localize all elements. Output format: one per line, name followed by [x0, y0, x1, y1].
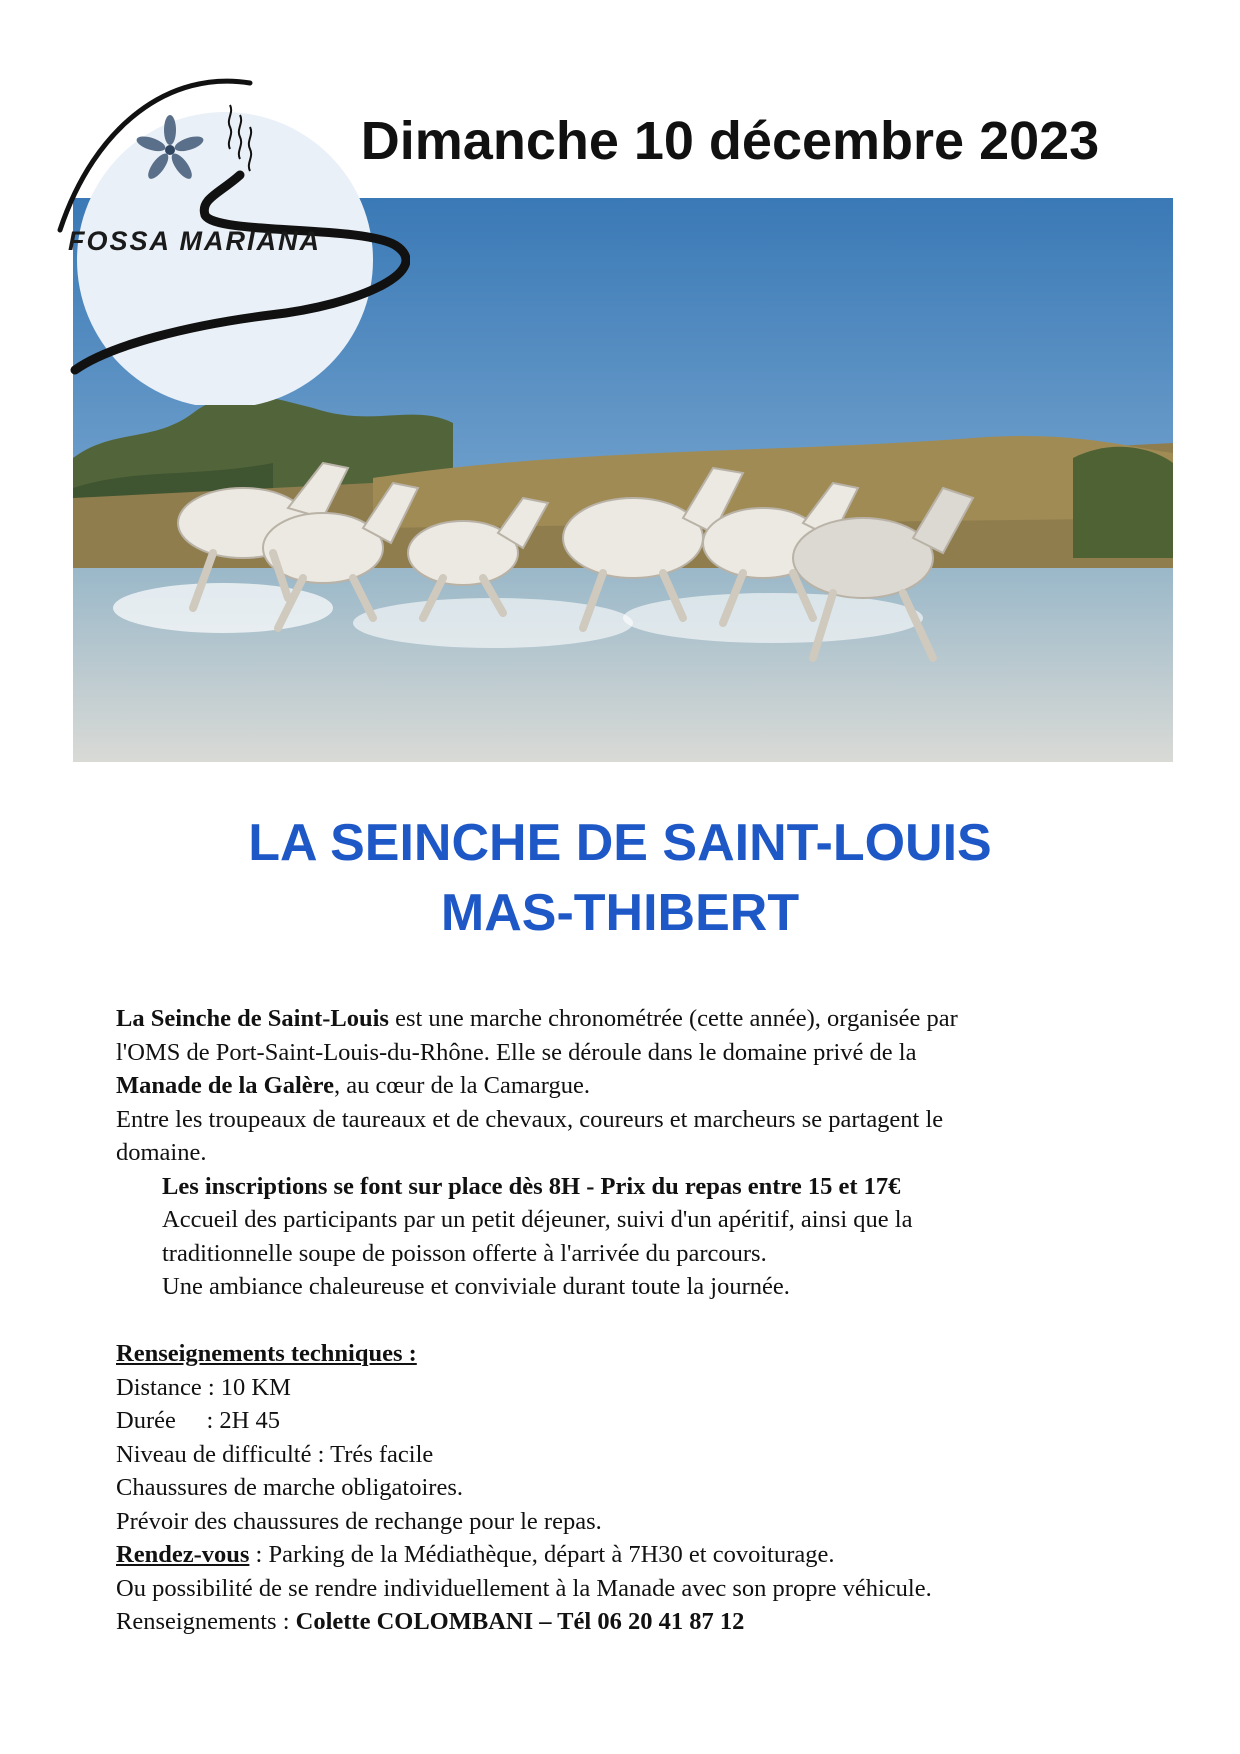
intro-line2: l'OMS de Port-Saint-Louis-du-Rhône. Elle se déroule dans le domaine privé de la [116, 1038, 917, 1066]
intro-line1 [116, 1002, 1126, 1036]
tech-heading [116, 1337, 1126, 1371]
tech-duree: Durée : 2H 45 [116, 1407, 280, 1434]
accueil-line2: traditionnelle soupe de poisson offerte à l'arrivée du parcours. [162, 1239, 767, 1267]
inscriptions-line [116, 1170, 1126, 1204]
date-title: Dimanche 10 décembre 2023 [360, 111, 1100, 171]
body-text [116, 1002, 1126, 1639]
tech-niveau: Niveau de difficulté : Trés facile [116, 1440, 434, 1468]
tech-possibilite: Ou possibilité de se rendre individuellement à la Manade avec son propre véhicule. [116, 1574, 932, 1602]
contact-value: Colette COLOMBANI – Tél 06 20 41 87 12 [295, 1608, 745, 1635]
intro-text1: est une marche chronométrée (cette année), organisée par [388, 1005, 958, 1032]
tech-distance: Distance : 10 KM [116, 1373, 291, 1401]
tech-contact [116, 1605, 1126, 1639]
logo-graphic [50, 75, 410, 405]
tech-chaussures: Chaussures de marche obligatoires. [116, 1474, 463, 1501]
tech-rechange: Prévoir des chaussures de rechange pour le repas. [116, 1507, 602, 1535]
intro-bold2: Manade de la Galère [116, 1072, 334, 1099]
intro-line5: domaine. [116, 1139, 207, 1166]
intro-text3: , au cœur de la Camargue. [333, 1072, 591, 1099]
ambiance-line: Une ambiance chaleureuse et conviviale durant toute la journée. [162, 1273, 790, 1300]
event-title-line1: LA SEINCHE DE SAINT-LOUIS [248, 814, 992, 872]
rdv-text: : Parking de la Médiathèque, départ à 7H30 et covoiturage. [249, 1541, 835, 1568]
intro-line3 [116, 1069, 1126, 1103]
spacer [116, 1304, 1126, 1338]
accueil-line1: Accueil des participants par un petit déjeuner, suivi d'un apéritif, ainsi que la [162, 1206, 913, 1233]
tech-rdv [116, 1538, 1126, 1572]
rdv-label: Rendez-vous [116, 1541, 250, 1568]
logo-text: FOSSA MARIANA [68, 226, 321, 256]
intro-bold1: La Seinche de Saint-Louis [116, 1005, 389, 1032]
event-title [60, 808, 1180, 948]
tech-heading-text: Renseignements techniques : [116, 1340, 417, 1367]
fossa-mariana-logo [50, 75, 410, 405]
contact-label: Renseignements : [116, 1608, 296, 1635]
intro-line4: Entre les troupeaux de taureaux et de chevaux, coureurs et marcheurs se partagent le [116, 1105, 944, 1133]
event-title-line2: MAS-THIBERT [440, 884, 800, 942]
inscriptions-bold: Les inscriptions se font sur place dès 8H - Prix du repas entre 15 et 17€ [162, 1172, 901, 1200]
